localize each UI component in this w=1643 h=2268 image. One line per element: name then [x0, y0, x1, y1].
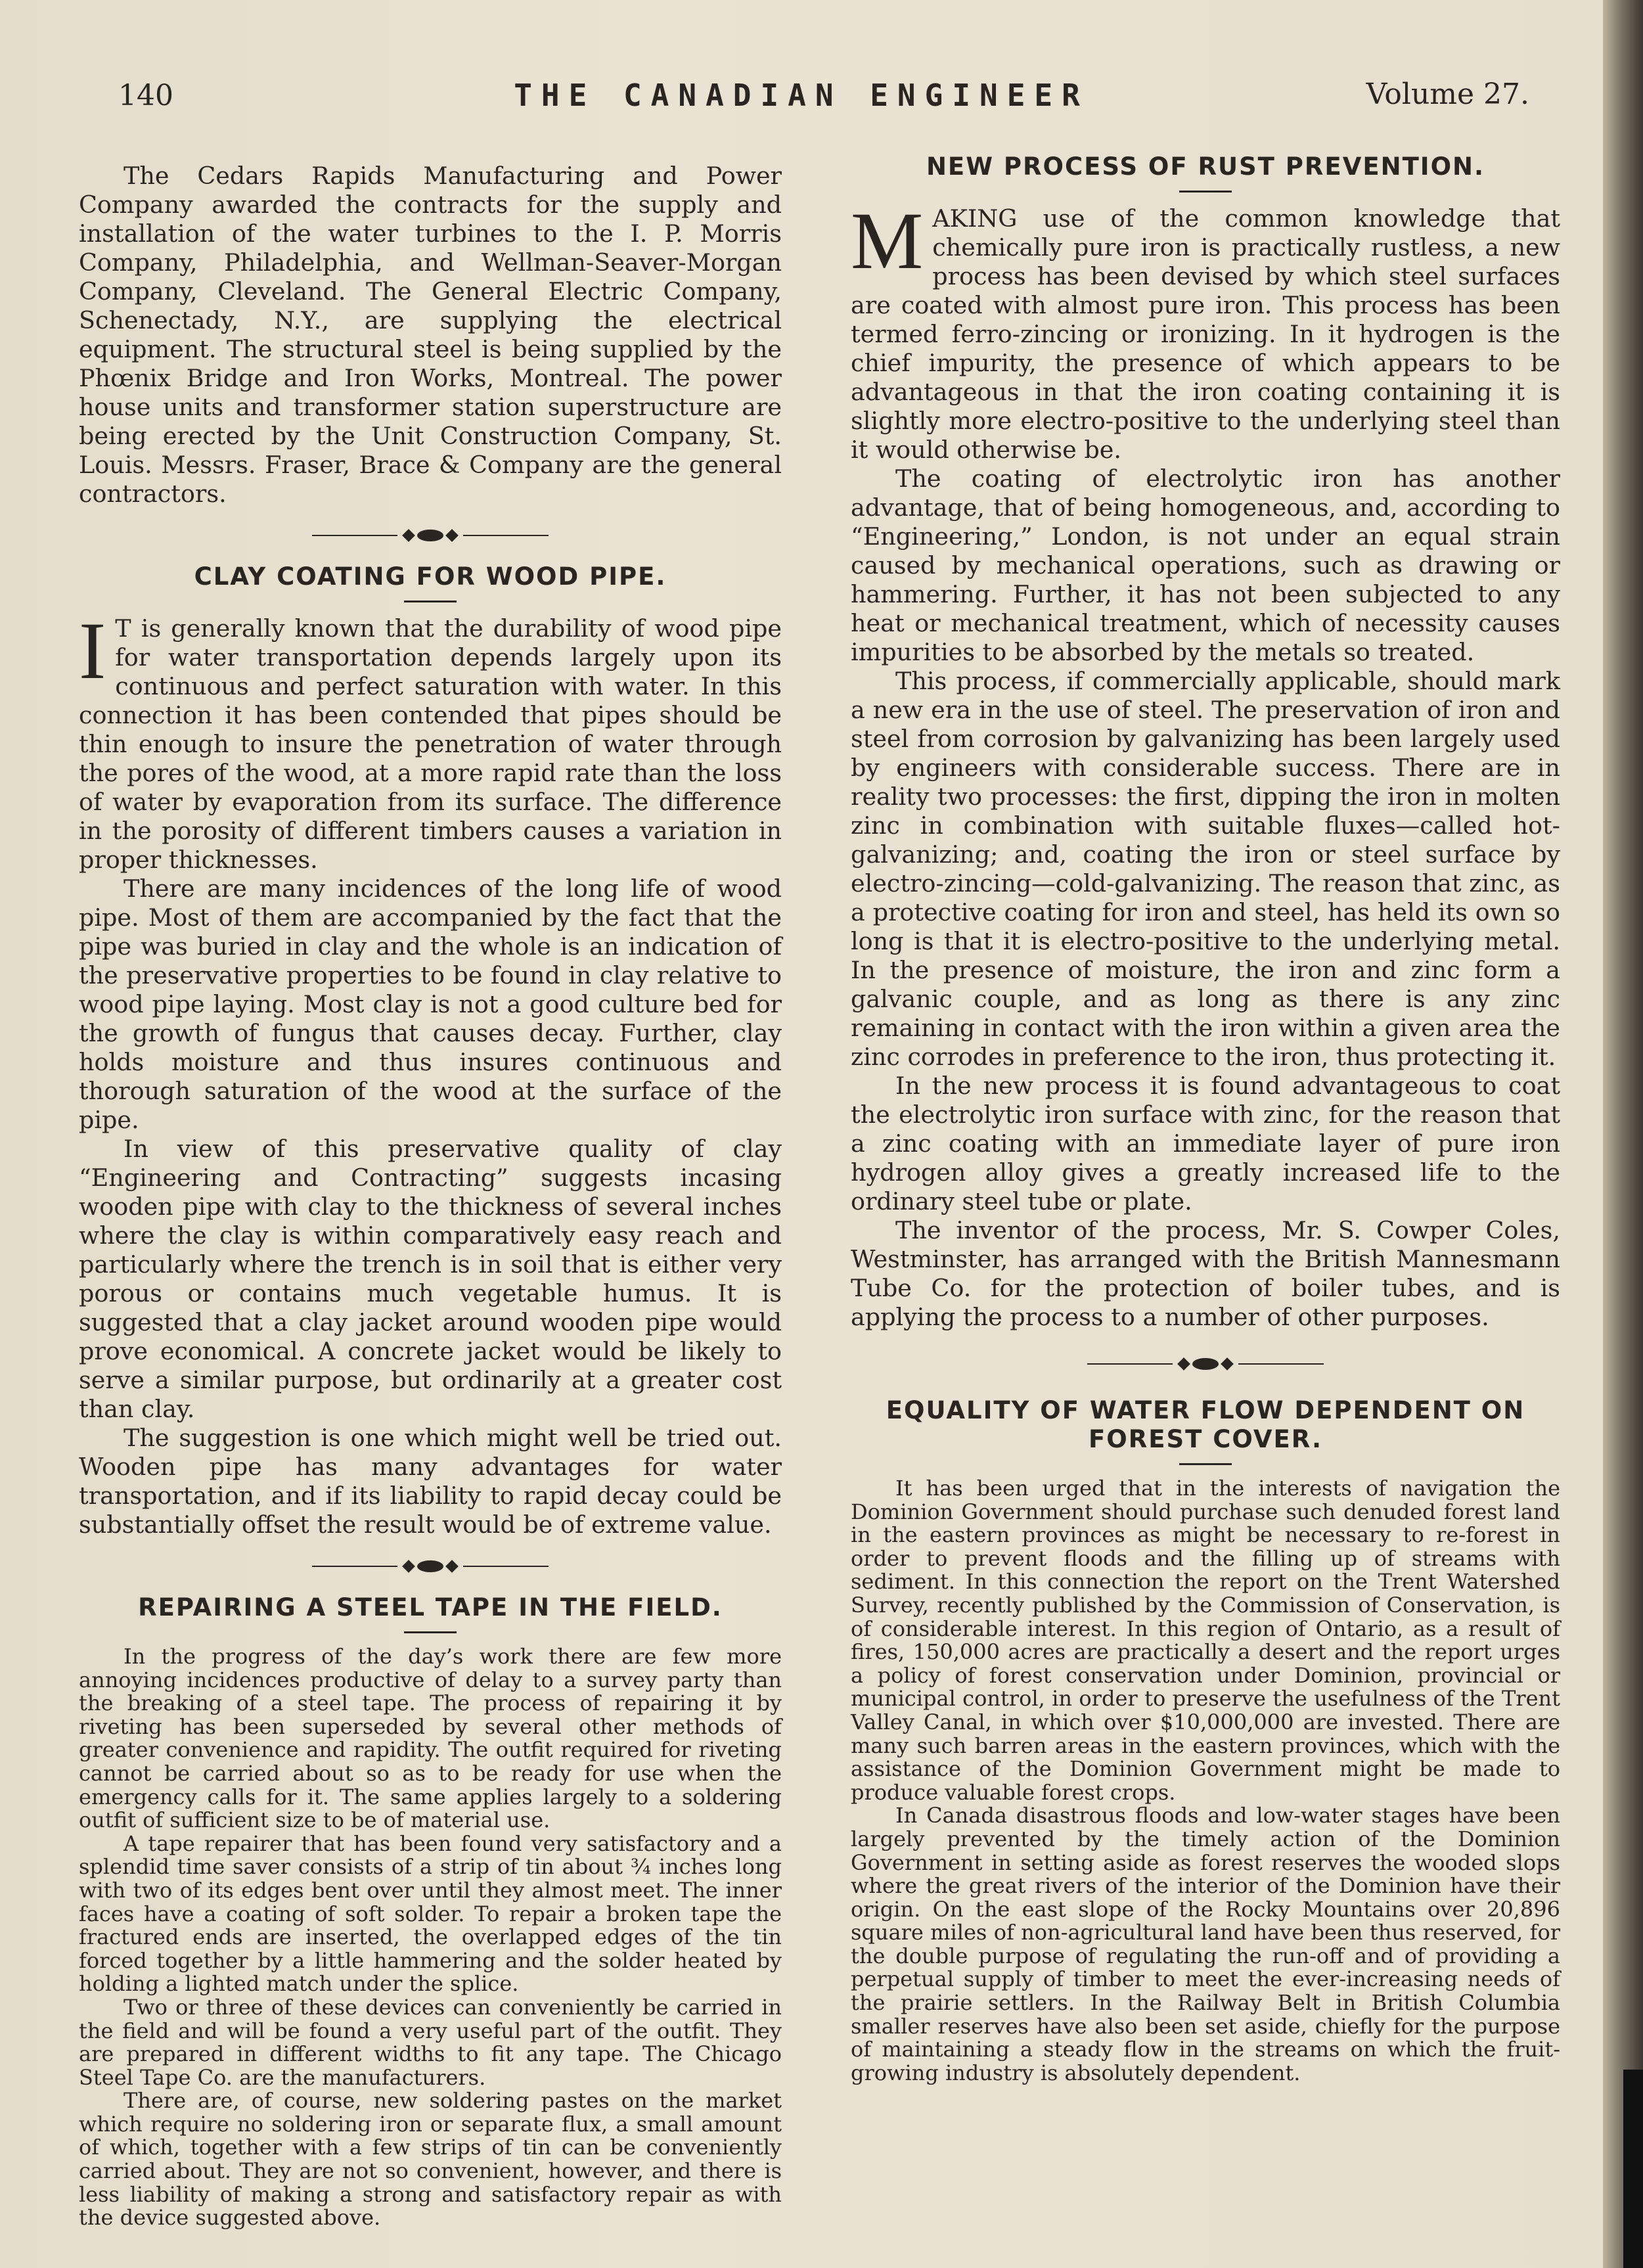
dropcap-i: I — [79, 606, 106, 696]
journal-title: THE CANADIAN ENGINEER — [514, 78, 1089, 113]
rust-paragraph-2: The coating of electrolytic iron has another advantage, that of being homogeneous, and, according to “Engineering,” London, is not under an equal strain caused by mechanical operations, such as drawing or hammering. Further, it has not been subjected to any heat or mechanical treatment, which of necessity causes impurities to be absorbed by the metals so treated. — [851, 465, 1560, 666]
volume-label: Volume 27. — [1366, 78, 1529, 111]
heading-rule — [1179, 191, 1232, 193]
rust-paragraph-3: This process, if commercially applicable, should mark a new era in the use of steel. The preservation of iron and steel from corrosion by galvanizing has been largely used by engineers with considerable success. There are in reality two processes: the first, dipping the iron in molten zinc in combination with suitable fluxes—called hot-galvanizing; and, coating the iron or steel surface by electro-zincing—cold-galvanizing. The reason that zinc, as a protective coating for iron and steel, has held its own so long is that it is electro-positive to the underlying metal. In the presence of moisture, the iron and zinc form a galvanic couple, and as long as there is any zinc remaining in contact with the iron within a given area the zinc corrodes in preference to the iron, thus protecting it. — [851, 667, 1560, 1071]
right-column — [851, 145, 1560, 2085]
section-ornament — [312, 1556, 549, 1576]
steel-tape-heading: REPAIRING A STEEL TAPE IN THE FIELD. — [138, 1593, 723, 1622]
heading-rule — [404, 601, 457, 602]
tape-paragraph-1: In the progress of the day’s work there are few more annoying incidences productive of delay to a survey party than the breaking of a steel tape. The process of repairing it by riveting has been superseded by several other methods of greater convenience and rapidity. The outfit required for riveting cannot be carried about so as to be ready for use when the emergency calls for it. The same applies largely to a soldering outfit of sufficient size to be of material use. — [79, 1644, 782, 1833]
clay-paragraph-1: I T is generally known that the durability of wood pipe for water transportation depends largely upon its continuous and perfect saturation with water. In this connection it has been contended that pipes should be thin enough to insure the penetration of water through the pores of the wood, at a more rapid rate than the loss of water by evaporation from its surface. The difference in the porosity of different timbers causes a variation in proper thicknesses. — [79, 606, 782, 874]
page-edge — [1603, 0, 1643, 2268]
intro-paragraph: The Cedars Rapids Manufacturing and Power Company awarded the contracts for the supply and installation of the water turbines to the I. P. Morris Company, Philadelphia, and Wellman-Seaver-Morgan Company, Cleveland. The General Electric Company, Schenectady, N.Y., are supplying the electrical equipment. The structural steel is being supplied by the Phœnix Bridge and Iron Works, Montreal. The power house units and transformer station superstructure are being erected by the Unit Construction Company, St. Louis. Messrs. Fraser, Brace & Company are the general contractors. — [79, 162, 782, 508]
water-flow-heading: EQUALITY OF WATER FLOW DEPENDENT ON FOREST COVER. — [886, 1396, 1525, 1453]
page-number: 140 — [118, 79, 173, 112]
rust-paragraph-5: The inventor of the process, Mr. S. Cowper Coles, Westminster, has arranged with the British Mannesmann Tube Co. for the protection of boiler tubes, and is applying the process to a number of other purposes. — [851, 1216, 1560, 1331]
rust-prevention-heading: NEW PROCESS OF RUST PREVENTION. — [926, 152, 1485, 181]
clay-coating-heading: CLAY COATING FOR WOOD PIPE. — [194, 562, 667, 591]
rust-paragraph-4: In the new process it is found advantageous to coat the electrolytic iron surface with zinc, for the reason that a zinc coating with an immediate layer of pure iron hydrogen alloy gives a greatly increased life to the ordinary steel tube or plate. — [851, 1072, 1560, 1215]
tape-paragraph-2: A tape repairer that has been found very satisfactory and a splendid time saver consists of a strip of tin about ¾ inches long with two of its edges bent over until they almost meet. The inner faces have a coating of soft solder. To repair a broken tape the fractured ends are inserted, the overlapped edges of the tin forced together by a little hammering and the solder heated by holding a lighted match under the splice. — [79, 1830, 782, 1997]
running-header — [0, 74, 1603, 120]
left-column — [79, 145, 782, 2230]
clay-paragraph-2: There are many incidences of the long life of wood pipe. Most of them are accompanied by the fact that the pipe was buried in clay and the whole is an indication of the preservative properties to be found in clay relative to wood pipe laying. Most clay is not a good culture bed for the growth of fungus that causes decay. Further, clay holds moisture and thus insures continuous and thorough saturation of the wood at the surface of the pipe. — [79, 874, 782, 1134]
forest-paragraph-1: It has been urged that in the interests of navigation the Dominion Government should purchase such denuded forest land in the eastern provinces as might be necessary to re-forest in order to prevent floods and the filling up of streams with sediment. In this connection the report on the Trent Watershed Survey, recently published by the Commission of Conservation, is of considerable interest. In this region of Ontario, as a result of fires, 150,000 acres are practically a desert and the report urges a policy of forest conservation under Dominion, provincial or municipal control, in order to preserve the usefulness of the Trent Valley Canal, in which over $10,000,000 are invested. There are many such barren areas in the eastern provinces, which with the assistance of the Dominion Government might be made to produce valuable forest crops. — [851, 1476, 1560, 1805]
clay-paragraph-4: The suggestion is one which might well be tried out. Wooden pipe has many advantages for water transportation, and if its liability to rapid decay could be substantially offset the result would be of extreme value. — [79, 1424, 782, 1539]
section-ornament — [1087, 1354, 1324, 1374]
heading-rule — [404, 1631, 457, 1633]
dropcap-m: M — [851, 196, 924, 286]
forest-paragraph-2: In Canada disastrous floods and low-water stages have been largely prevented by the timely action of the Dominion Government in setting aside as forest reserves the wooded slops where the great rivers of the interior of the Dominion have their origin. On the east slope of the Rocky Mountains over 20,896 square miles of non-agricultural land have been thus reserved, for the double purpose of regulating the run-off and of providing a perpetual supply of timber to meet the ever-increasing needs of the prairie settlers. In the Railway Belt in British Columbia smaller reserves have also been set aside, chiefly for the purpose of maintaining a steady flow in the streams on which the fruit-growing industry is absolutely dependent. — [851, 1803, 1560, 2085]
clay-paragraph-3: In view of this preservative quality of clay “Engineering and Contracting” suggests incasing wooden pipe with clay to the thickness of several inches where the clay is within comparatively easy reach and particularly where the trench is in soil that is either very porous or contains much vegetable humus. It is suggested that a clay jacket around wooden pipe would prove economical. A concrete jacket would be likely to serve a similar purpose, but ordinarily at a greater cost than clay. — [79, 1135, 782, 1423]
tape-paragraph-3: Two or three of these devices can conveniently be carried in the field and will be found a very useful part of the outfit. They are prepared in different widths to fit any tape. The Chicago Steel Tape Co. are the manufacturers. — [79, 1994, 782, 2090]
section-ornament — [312, 526, 549, 545]
rust-paragraph-1: MAKING use of the common knowledge that chemically pure iron is practically rustless, a new process has been devised by which steel surfaces are coated with almost pure iron. This process has been termed ferro-zincing or ironizing. In it hydrogen is the chief impurity, the presence of which appears to be advantageous in that the iron coating containing it is slightly more electro-positive to the underlying steel than it would otherwise be. — [851, 196, 1560, 464]
heading-rule — [1179, 1463, 1232, 1465]
tape-paragraph-4: There are, of course, new soldering pastes on the market which require no soldering iron or separate flux, a small amount of which, together with a few strips of tin can be conveniently carried about. They are not so convenient, however, and there is less liability of making a strong and satisfactory repair as with the device suggested above. — [79, 2088, 782, 2231]
